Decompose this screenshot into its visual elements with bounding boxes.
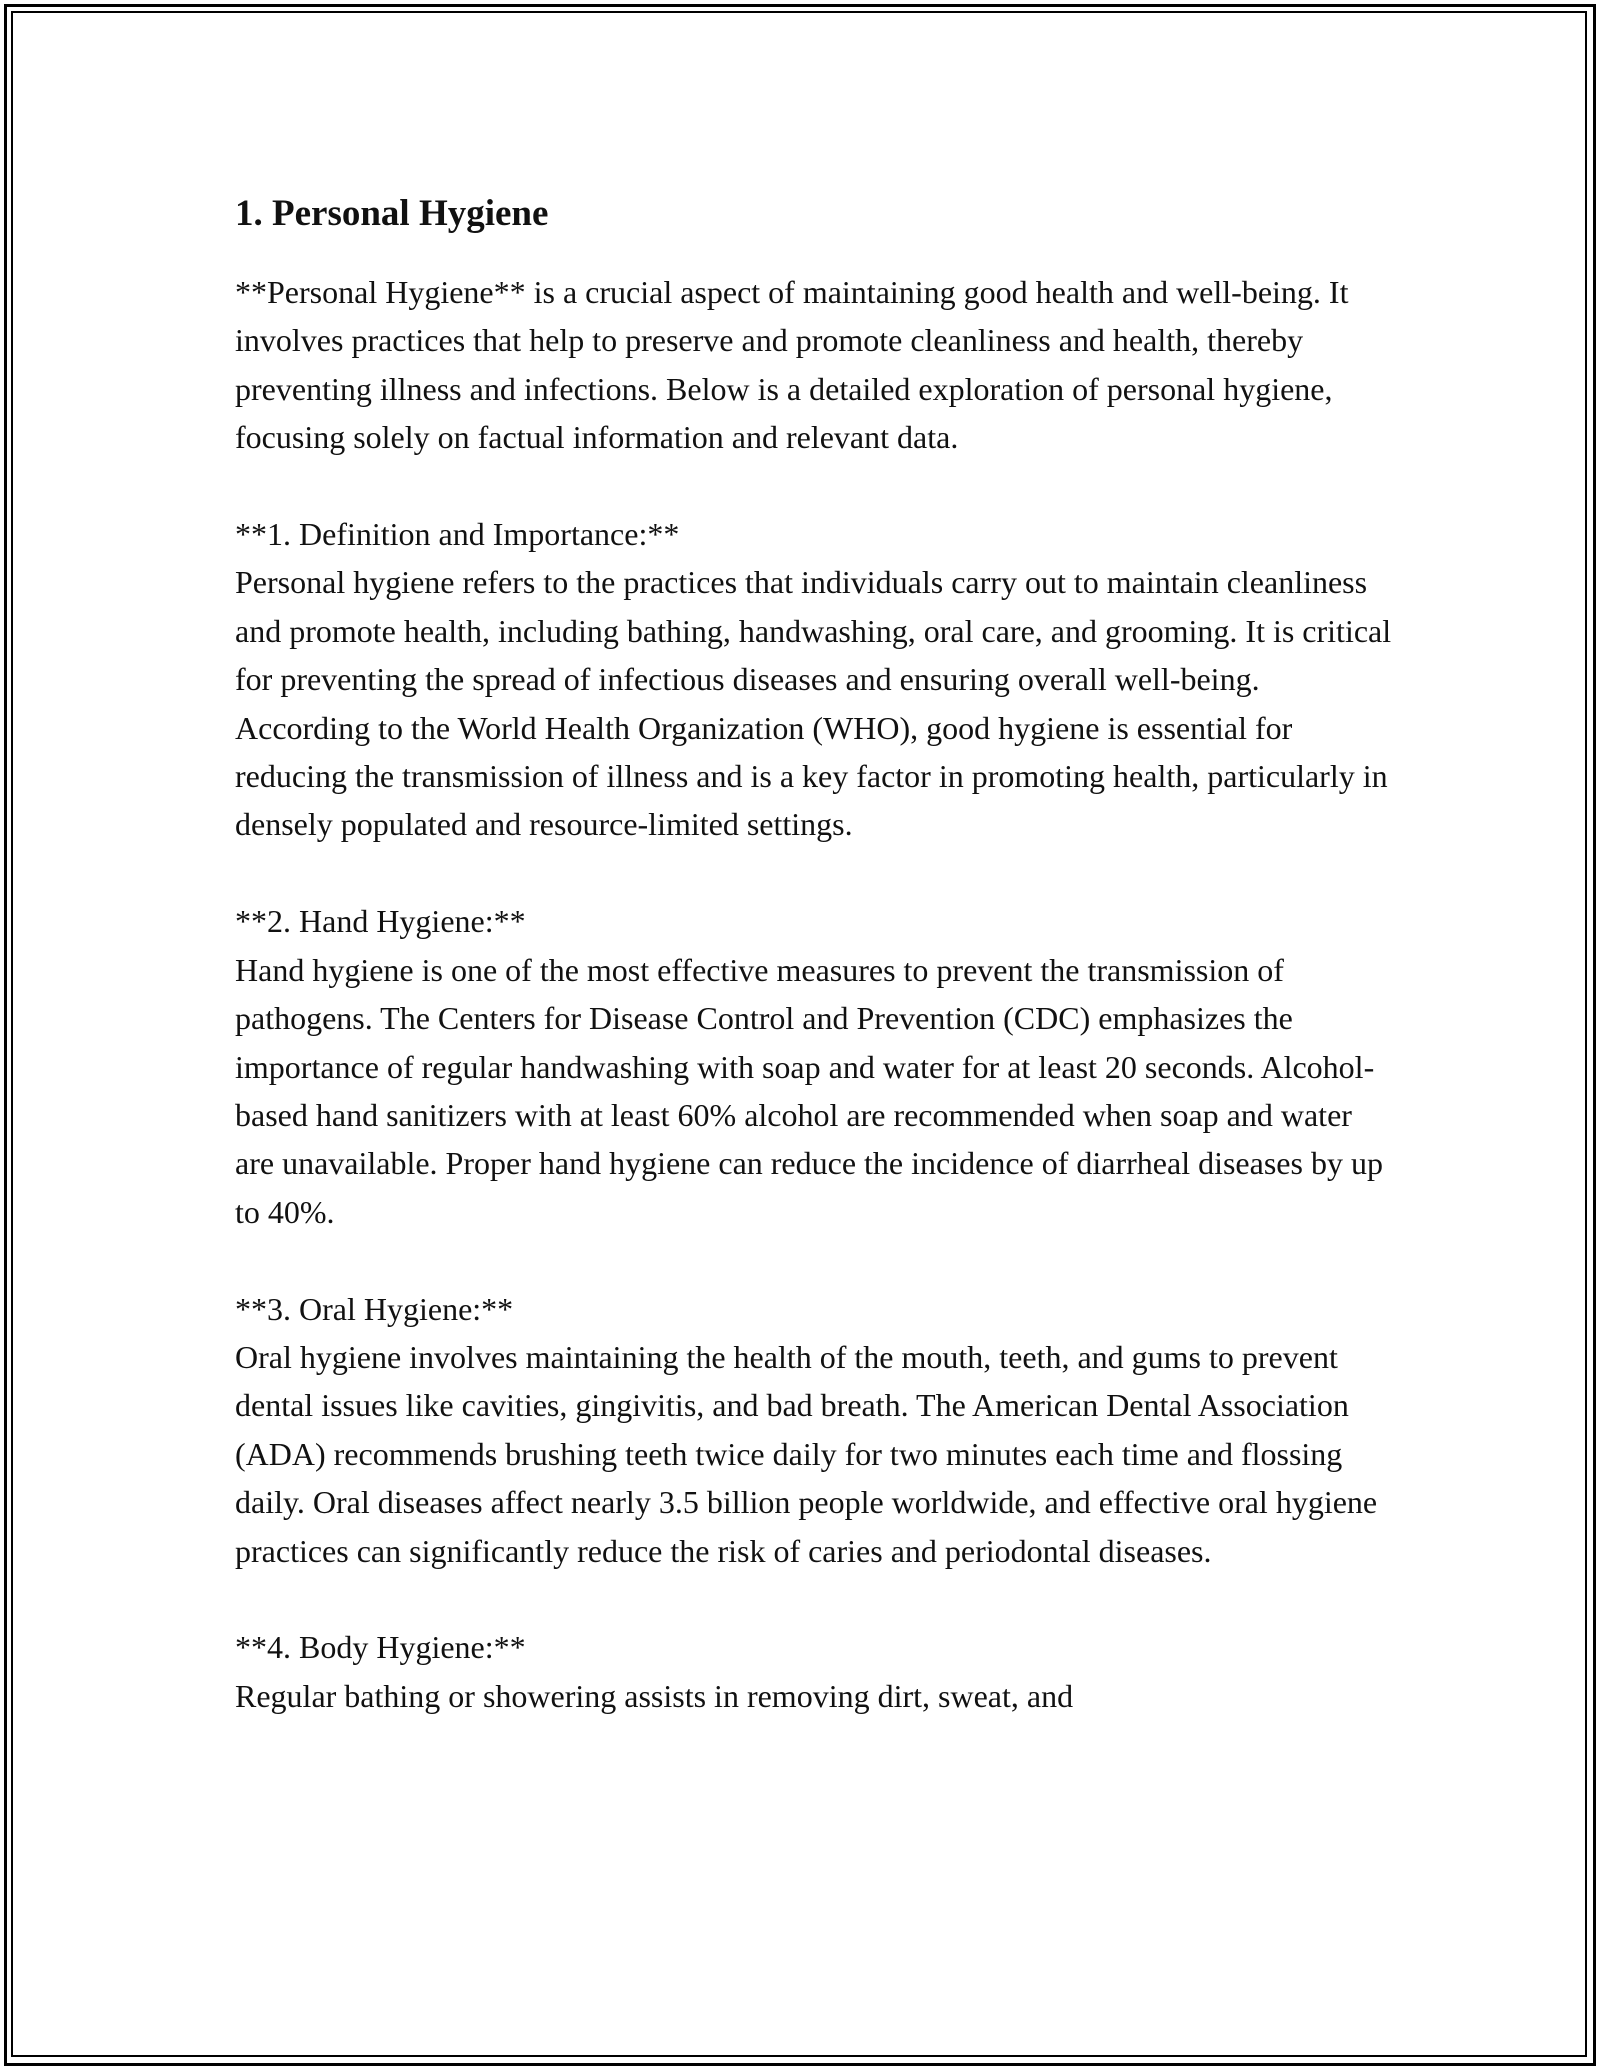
spacer-line [235, 849, 1395, 897]
section-text-hand-hygiene: Hand hygiene is one of the most effective measures to prevent the transmission of pathogens. The Centers for Disease Control and Prevention (CDC) emphasizes the importance of regular handwashing with soap and water for at least 20 seconds. Alcohol-based hand sanitizers with at least 60% alcohol are recommended when soap and water are unavailable. Proper hand hygiene can reduce the incidence of diarrheal diseases by up to 40%. [235, 951, 1391, 1230]
section-title-body-hygiene: **4. Body Hygiene:** [235, 1629, 526, 1666]
section-text-oral-hygiene: Oral hygiene involves maintaining the health of the mouth, teeth, and gums to prevent dental issues like cavities, gingivitis, and bad breath. The American Dental Association (ADA) recommends brushing teeth twice daily for two minutes each time and flossing daily. Oral diseases affect nearly 3.5 billion people worldwide, and effective oral hygiene practices can significantly reduce the risk of caries and periodontal diseases. [235, 1338, 1386, 1569]
document-body [235, 186, 1400, 1720]
spacer-line [235, 1236, 1395, 1284]
spacer-line [235, 1575, 1395, 1623]
section-title-hand-hygiene: **2. Hand Hygiene:** [235, 903, 526, 940]
section-title-oral-hygiene: **3. Oral Hygiene:** [235, 1290, 514, 1327]
section-text-body-hygiene: Regular bathing or showering assists in removing dirt, sweat, and [235, 1677, 1074, 1714]
page-title: 1. Personal Hygiene [235, 193, 549, 234]
section-text-definition: Personal hygiene refers to the practices that individuals carry out to maintain cleanliness and promote health, including bathing, handwashing, oral care, and grooming. It is critical for preventing the spread of infectious diseases and ensuring overall well-being. According to the World Health Organization (WHO), good hygiene is essential for reducing the transmission of illness and is a key factor in promoting health, particularly in densely populated and resource-limited settings. [235, 564, 1400, 843]
section-title-definition: **1. Definition and Importance:** [235, 516, 680, 553]
intro-paragraph: **Personal Hygiene** is a crucial aspect of maintaining good health and well-being. It involves practices that help to preserve and promote cleanliness and health, thereby preventing illness and infections. Below is a detailed exploration of personal hygiene, focusing solely on factual information and relevant data. [235, 274, 1357, 456]
spacer-line [235, 462, 1395, 510]
